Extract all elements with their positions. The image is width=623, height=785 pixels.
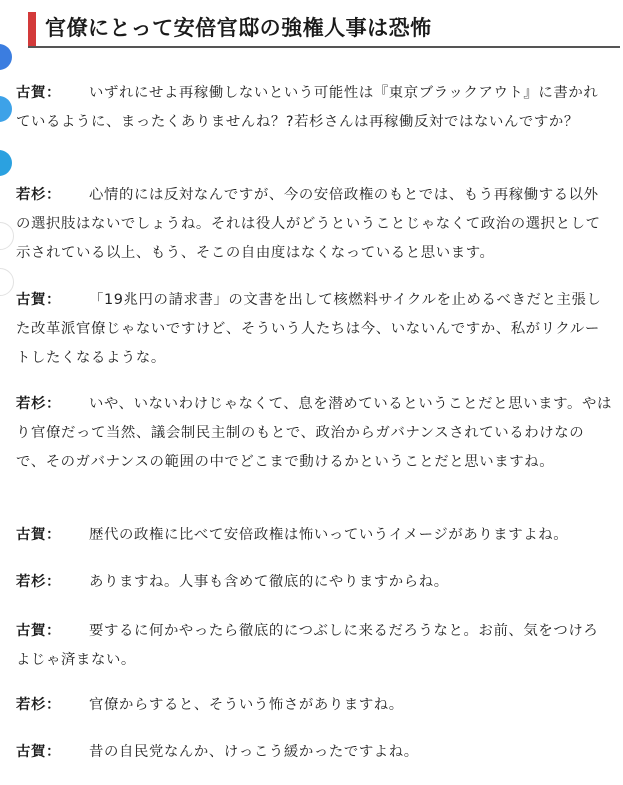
speaker-label: 若杉： xyxy=(16,574,61,590)
heading-title: 官僚にとって安倍官邸の強権人事は恐怖 xyxy=(45,16,432,40)
dialogue-text: 歴代の政権に比べて安倍政権は怖いっていうイメージがありますよね。 xyxy=(88,527,569,543)
dialogue-text: いや、いないわけじゃなくて、息を潜めているということだと思います。やはり官僚だって当然、議会制民主制のもとで、政治からガバナンスされているわけなので、そのガバナンスの範囲の中でどこまで動けるかということだと思いますね。 xyxy=(16,396,612,470)
dialogue-text: 「19兆円の請求書」の文書を出して核燃料サイクルを止めるべきだと主張した改革派官僚じゃないですけど、そういう人たちは今、いないんですか、私がリクルートしたくなるような。 xyxy=(16,292,602,366)
dialogue-text: 昔の自民党なんか、けっこう緩かったですよね。 xyxy=(88,744,419,760)
speaker-label: 古賀： xyxy=(16,744,61,760)
dialogue-paragraph xyxy=(16,286,612,373)
dialogue-paragraph xyxy=(16,181,612,268)
share-grey-icon[interactable] xyxy=(0,268,14,296)
heading-accent-bar xyxy=(28,12,36,46)
dialogue-text: 心情的には反対なんですが、今の安倍政権のもとでは、もう再稼働する以外の選択肢はないでしょうね。それは役人がどうということじゃなくて政治の選択として示されている以上、もう、そこの自由度はなくなっていると思います。 xyxy=(16,187,601,261)
dialogue-text: 要するに何かやったら徹底的につぶしに来るだろうなと。お前、気をつけろよじゃ済まない。 xyxy=(16,623,599,668)
dialogue-text: ありますね。人事も含めて徹底的にやりますからね。 xyxy=(88,574,449,590)
share-twitter-icon[interactable] xyxy=(0,150,12,176)
speaker-label: 若杉： xyxy=(16,187,61,203)
speaker-label: 若杉： xyxy=(16,697,61,713)
dialogue-paragraph xyxy=(16,390,612,477)
article-heading xyxy=(28,12,620,48)
share-grey-icon[interactable] xyxy=(0,222,14,250)
speaker-label: 若杉： xyxy=(16,396,61,412)
dialogue-paragraph xyxy=(16,568,612,597)
dialogue-paragraph xyxy=(16,521,612,550)
dialogue-text: 官僚からすると、そういう怖さがありますね。 xyxy=(88,697,404,713)
speaker-label: 古賀： xyxy=(16,85,61,101)
speaker-label: 古賀： xyxy=(16,292,61,308)
speaker-label: 古賀： xyxy=(16,527,61,543)
share-lightblue-icon[interactable] xyxy=(0,96,12,122)
share-blue-icon[interactable] xyxy=(0,44,12,70)
dialogue-paragraph xyxy=(16,691,612,720)
dialogue-paragraph xyxy=(16,617,612,675)
speaker-label: 古賀： xyxy=(16,623,61,639)
dialogue-text: いずれにせよ再稼働しないという可能性は『東京ブラックアウト』に書かれているように、まったくありませんね？?若杉さんは再稼働反対ではないんですか？ xyxy=(16,85,599,130)
dialogue-paragraph xyxy=(16,79,612,137)
dialogue-paragraph xyxy=(16,738,612,767)
